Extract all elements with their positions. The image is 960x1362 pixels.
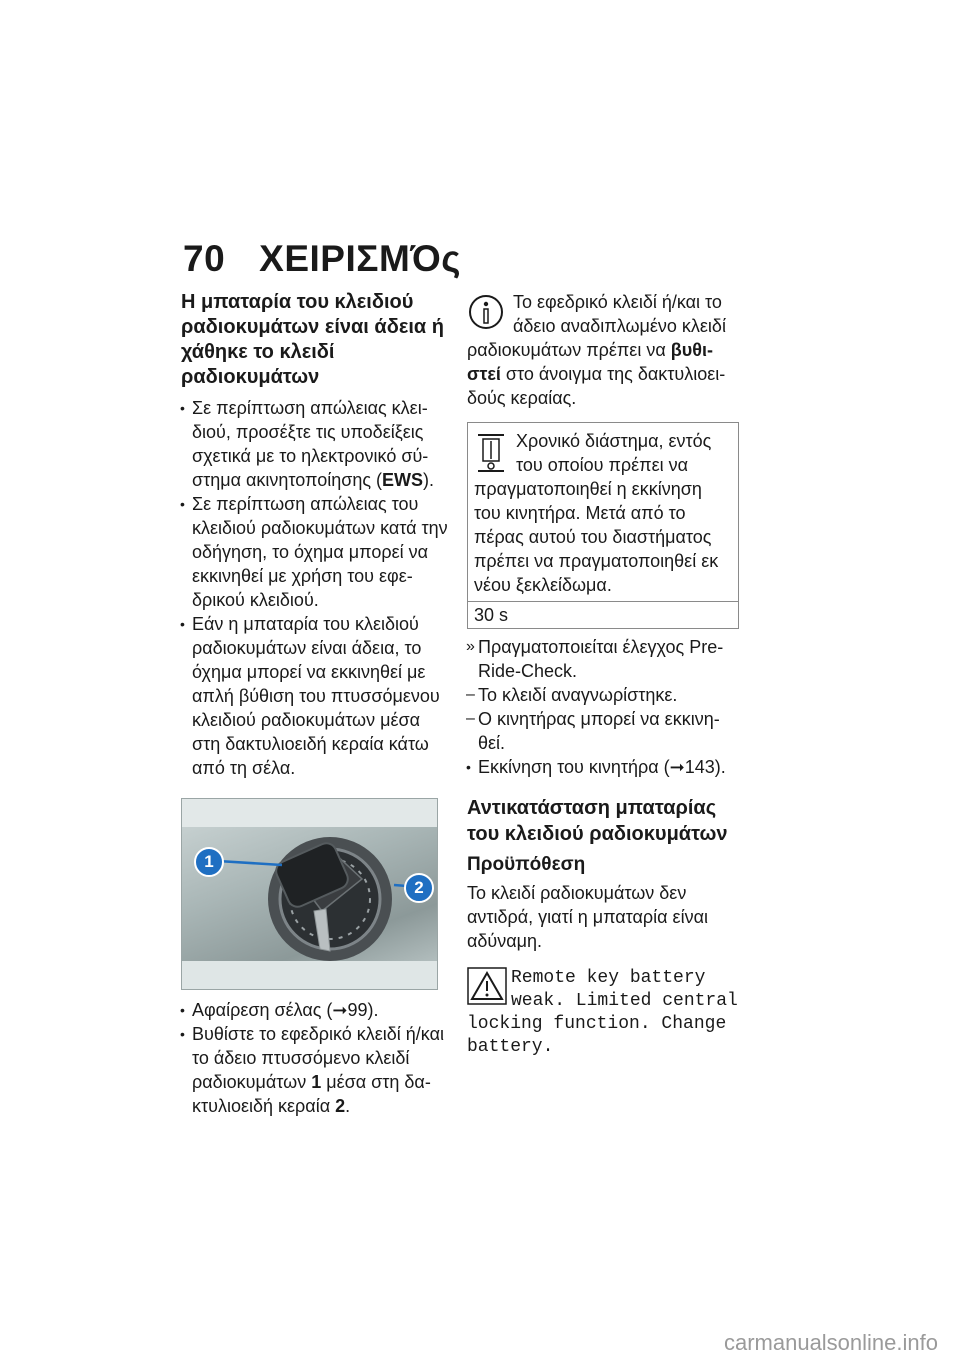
- dash-list: [467, 683, 739, 755]
- time-window-box: [467, 422, 739, 629]
- list-item: • Σε περίπτωση απώλειας κλειδιού, προσέξτε τις υποδείξεις σχετικά με το ηλεκτρονικό σύστημα ακινητοποίησης (EWS).: [181, 396, 451, 492]
- arrow-ref-icon: ➞: [669, 757, 685, 777]
- callout-1: 1: [194, 847, 224, 877]
- list-item: – Ο κινητήρας μπορεί να εκκινηθεί.: [467, 707, 739, 755]
- time-window-value: 30 s: [468, 601, 738, 628]
- step-list: [181, 998, 451, 1118]
- warning-icon: [467, 967, 507, 1005]
- right-column: [467, 290, 739, 1059]
- section-title: ΧΕΙΡΙΣΜΌς: [259, 238, 462, 279]
- result-list: [467, 635, 739, 683]
- list-item: » Πραγματοποιείται έλεγχος Pre-Ride-Check.: [467, 635, 739, 683]
- left-column: [181, 290, 451, 1118]
- ring-antenna-illustration: [182, 799, 437, 989]
- condition-text: Το κλειδί ραδιοκυμάτων δεν αντιδρά, γιατί η μπαταρία είναι αδύναμη.: [467, 883, 708, 951]
- page-header: [183, 238, 461, 280]
- info-note: Το εφεδρικό κλειδί ή/και το άδειο αναδιπλωμένο κλειδί ραδιοκυμάτων πρέπει να βυθιστεί στο άνοιγμα της δακτυλιοειδούς κεραίας.: [467, 292, 726, 408]
- start-list: [467, 755, 739, 779]
- section-heading: Αντικατάσταση μπαταρίας του κλειδιού ραδιοκυμάτων: [467, 797, 728, 845]
- time-window-text: Χρονικό διάστημα, εντός του οποίου πρέπει να πραγματοποιηθεί η εκκίνηση του κινητήρα. Μετά από το πέρας αυτού του διαστήματος πρέπει να πραγματοποιηθεί εκ νέου ξεκλείδωμα.: [474, 431, 719, 595]
- list-item: • Σε περίπτωση απώλειας του κλειδιού ραδιοκυμάτων κατά την οδήγηση, το όχημα μπορεί να εκκινηθεί με χρήση του εφεδρικού κλειδιού.: [181, 492, 451, 612]
- timer-gauge-icon: [474, 431, 508, 475]
- list-item: – Το κλειδί αναγνωρίστηκε.: [467, 683, 739, 707]
- list-item: • Εάν η μπαταρία του κλειδιού ραδιοκυμάτων είναι άδεια, το όχημα μπορεί να εκκινηθεί με απλή βύθιση του πτυσσόμενου κλειδιού ραδιοκυμάτων μέσα στη δακτυλιοειδή κεραία κάτω από τη σέλα.: [181, 612, 451, 780]
- list-item: • Εκκίνηση του κινητήρα (➞143).: [467, 755, 739, 779]
- antenna-figure: [181, 798, 438, 990]
- watermark: carmanualsonline.info: [723, 1330, 938, 1355]
- list-item: • Βυθίστε το εφεδρικό κλειδί ή/και το άδειο πτυσσόμενο κλειδί ραδιοκυμάτων 1 μέσα στη δακτυλιοειδή κεραία 2.: [181, 1022, 451, 1118]
- subheading: Προϋπόθεση: [467, 854, 586, 875]
- callout-2: 2: [404, 873, 434, 903]
- info-icon: [467, 292, 505, 332]
- warning-message: Remote key battery weak. Limited central locking function. Change battery.: [467, 968, 738, 1057]
- page-number: 70: [183, 238, 226, 279]
- arrow-ref-icon: ➞: [332, 1000, 348, 1020]
- list-item: • Αφαίρεση σέλας (➞99).: [181, 998, 451, 1022]
- section-heading: Η μπαταρία του κλειδιού ραδιοκυμάτων είναι άδεια ή χάθηκε το κλειδί ραδιοκυμάτων: [181, 291, 444, 388]
- bullet-list: [181, 396, 451, 780]
